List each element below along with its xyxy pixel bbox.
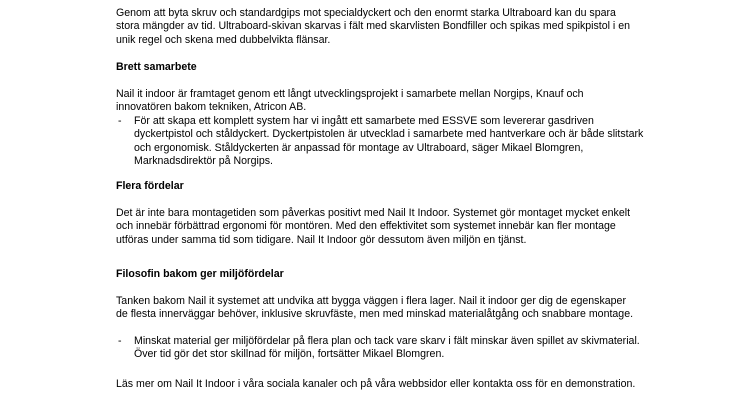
paragraph-filosofin: Tanken bakom Nail it systemet att undvika att bygga väggen i flera lager. Nail it indoor ger dig de egenskaper de flesta innerväggar behöver, inklusive skruvfäste, men med minskad materialåtgång och snabbare montage. [116,295,634,321]
intro-paragraph: Genom att byta skruv och standardgips mot specialdyckert och den enormt starka Ultraboard kan du spara stora mängder av tid. Ultraboard-skivan skarvas i fält med skarvlisten Bondfiller och spikas med spikpistol i en unik regel och skena med dubbelvikta flänsar. [116,7,631,46]
paragraph-fordelar: Det är inte bara montagetiden som påverkas positivt med Nail It Indoor. Systemet gör montaget mycket enkelt och innebär förbättrad ergonomi för montören. Med den effektivitet som systemet innebär kan fler montage utföras under samma tid som tidigare. Nail It Indoor gör dessutom även miljön en tjänst. [116,207,631,246]
closing-paragraph: Läs mer om Nail It Indoor i våra sociala kanaler och på våra webbsidor eller kontakta oss för en demonstration. [116,378,636,390]
paragraph-samarbete: Nail it indoor är framtaget genom ett långt utvecklingsprojekt i samarbete mellan Norgips, Knauf och innovatören bakom tekniken, Atricon AB. [116,88,584,114]
heading-filosofin: Filosofin bakom ger miljöfördelar [116,268,284,280]
bullet-dash: - [118,115,122,127]
bullet-text-miljo: Minskat material ger miljöfördelar på flera plan och tack vare skarv i fält minskar även spillet av skivmaterial. Över tid gör det stor skillnad för miljön, fortsätter Mikael Blomgren. [134,335,640,361]
bullet-dash: - [118,335,122,347]
heading-brett-samarbete: Brett samarbete [116,61,197,73]
bullet-text-essve: För att skapa ett komplett system har vi ingått ett samarbete med ESSVE som levererar gasdriven dyckertpistol och ståldyckert. Dyckertpistolen är utvecklad i samarbete med hantverkare och är både slitstark och ergonomisk. Ståldyckerten är anpassad för montage av Ultraboard, säger Mikael Blomgren, Marknadsdirektör på Norgips. [134,115,644,168]
heading-flera-fordelar: Flera fördelar [116,180,184,192]
